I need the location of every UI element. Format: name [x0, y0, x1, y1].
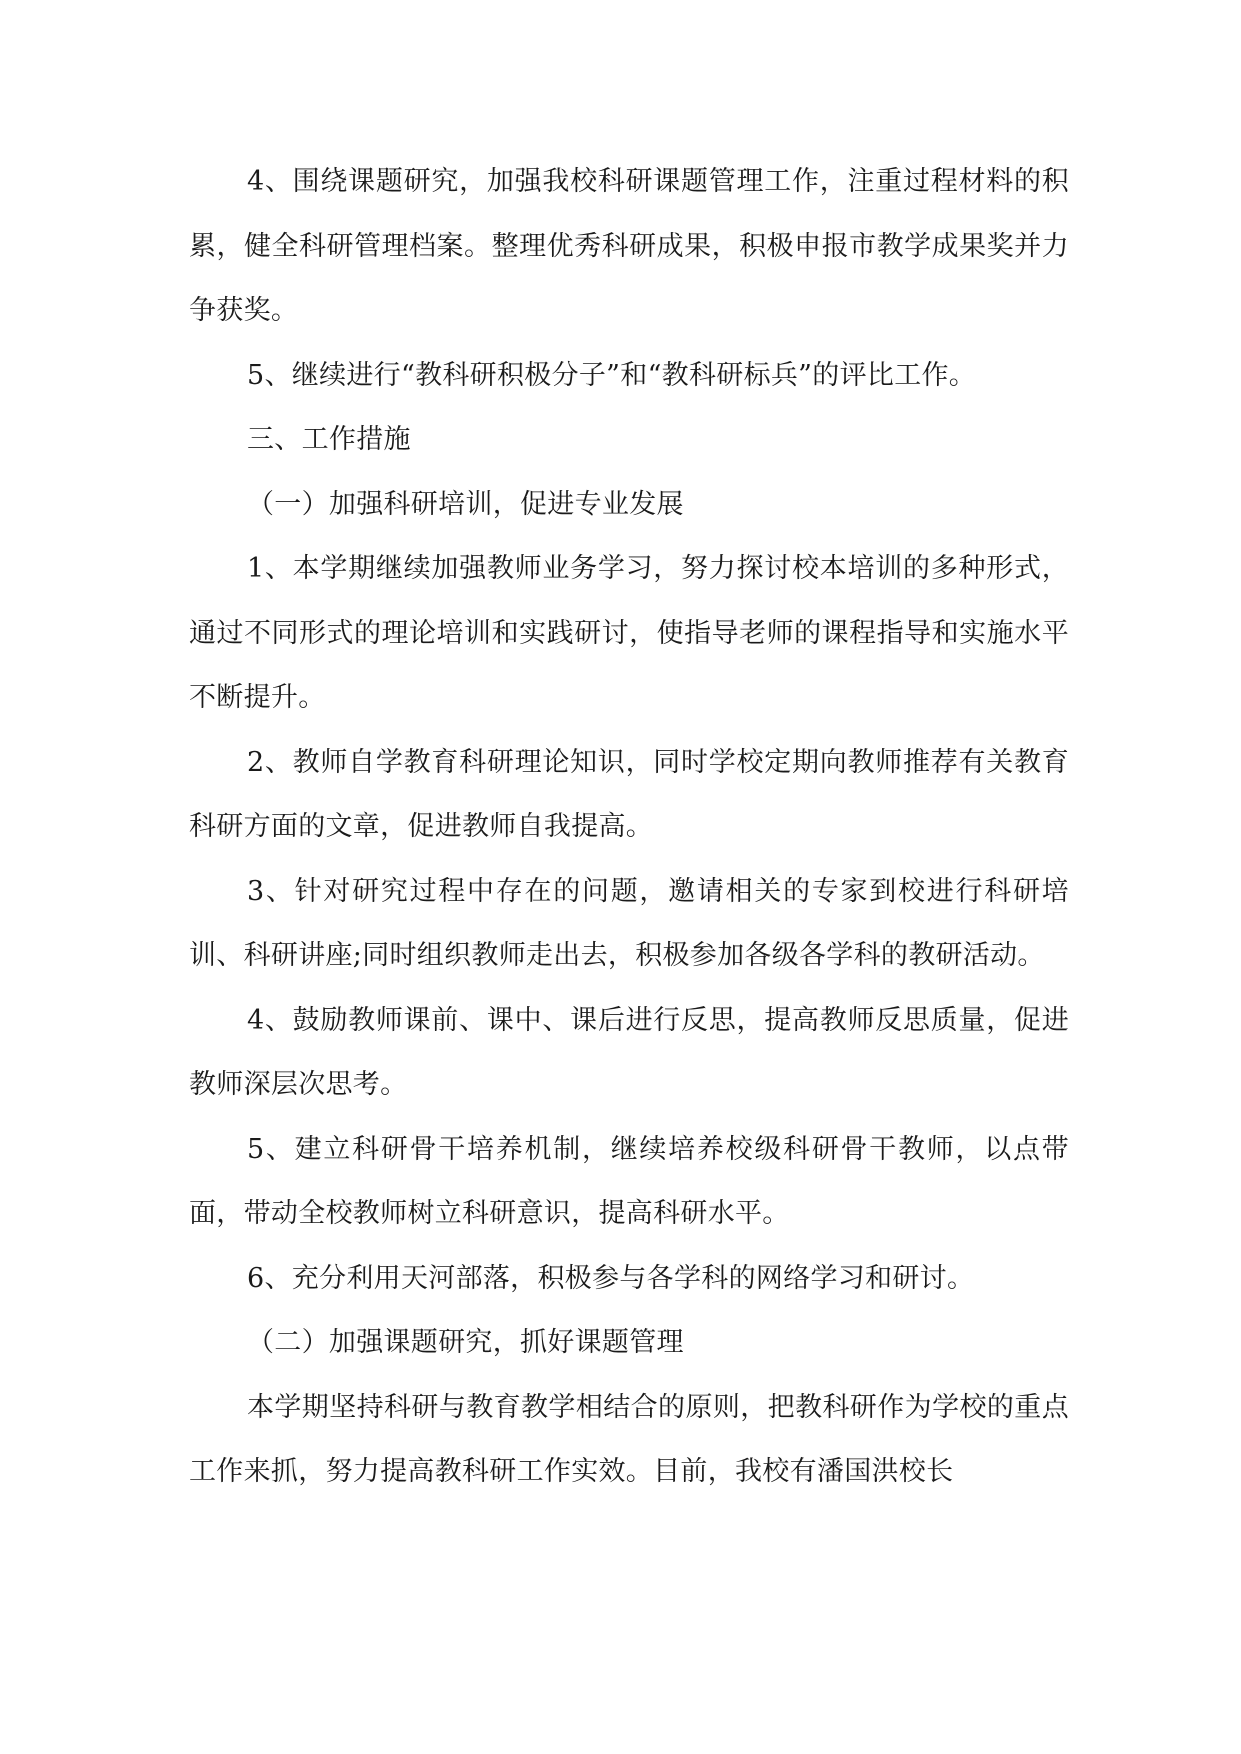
paragraph-item-5-evaluation: 5、继续进行“教科研积极分子”和“教科研标兵”的评比工作。: [247, 359, 977, 391]
paragraph-research-intro: 本学期坚持科研与教育教学相结合的原则，把教科研作为学校的重点工作来抓，努力提高教科研工作实效。目前，我校有潘国洪校长: [189, 1391, 1069, 1487]
paragraph-measure-4: 4、鼓励教师课前、课中、课后进行反思，提高教师反思质量，促进教师深层次思考。: [189, 1004, 1069, 1100]
paragraph-measure-3: 3、针对研究过程中存在的问题，邀请相关的专家到校进行科研培训、科研讲座;同时组织教师走出去，积极参加各级各学科的教研活动。: [189, 875, 1069, 971]
subsection-heading-training: （一）加强科研培训，促进专业发展: [247, 488, 684, 520]
document-body: [189, 150, 1069, 1505]
paragraph-measure-6: 6、充分利用天河部落，积极参与各学科的网络学习和研讨。: [247, 1262, 975, 1294]
subsection-heading-research: （二）加强课题研究，抓好课题管理: [247, 1327, 684, 1358]
paragraph-measure-5: 5、建立科研骨干培养机制，继续培养校级科研骨干教师，以点带面，带动全校教师树立科研意识，提高科研水平。: [189, 1133, 1069, 1229]
paragraph-measure-2: 2、教师自学教育科研理论知识，同时学校定期向教师推荐有关教育科研方面的文章，促进教师自我提高。: [189, 746, 1069, 842]
section-heading-measures: 三、工作措施: [247, 424, 411, 455]
paragraph-measure-1: 1、本学期继续加强教师业务学习，努力探讨校本培训的多种形式，通过不同形式的理论培训和实践研讨，使指导老师的课程指导和实施水平不断提升。: [189, 553, 1069, 713]
paragraph-item-4-archive: 4、围绕课题研究，加强我校科研课题管理工作，注重过程材料的积累，健全科研管理档案。整理优秀科研成果，积极申报市教学成果奖并力争获奖。: [189, 166, 1069, 326]
